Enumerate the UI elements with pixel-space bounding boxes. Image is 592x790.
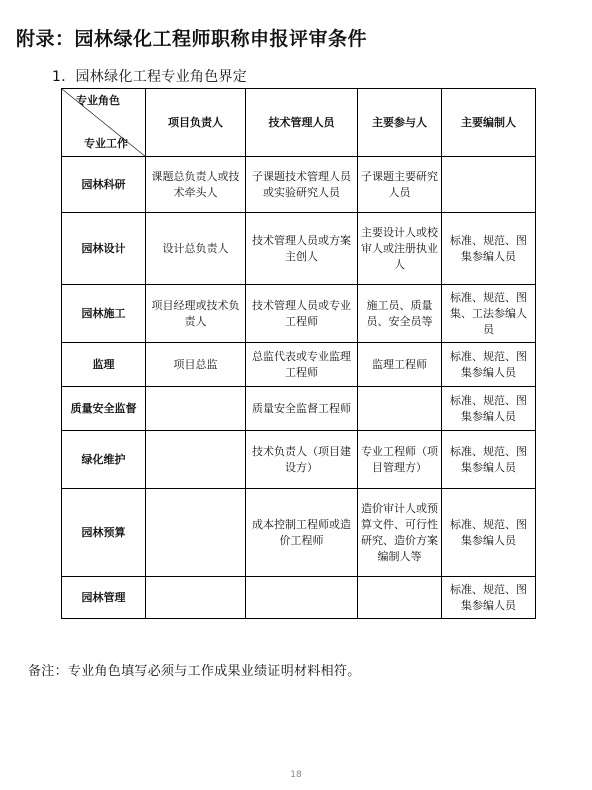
- footnote: 备注：专业角色填写必须与工作成果业绩证明材料相符。: [28, 664, 361, 679]
- column-header: 项目负责人: [146, 89, 246, 157]
- table-header-row: [62, 89, 536, 157]
- table-row: [62, 577, 536, 619]
- table-cell: 专业工程师（项目管理方）: [358, 431, 442, 489]
- row-header: 园林预算: [62, 489, 146, 577]
- table-cell: [442, 157, 536, 213]
- section-heading: 1．园林绿化工程专业角色界定: [52, 69, 248, 85]
- table-cell: 标准、规范、图集参编人员: [442, 343, 536, 387]
- table-cell: 技术负责人（项目建设方）: [246, 431, 358, 489]
- table-cell: 质量安全监督工程师: [246, 387, 358, 431]
- row-header: 监理: [62, 343, 146, 387]
- table-row: [62, 387, 536, 431]
- table-cell: [146, 577, 246, 619]
- row-header: 园林施工: [62, 285, 146, 343]
- column-header: 主要编制人: [442, 89, 536, 157]
- table-row: [62, 343, 536, 387]
- row-header: 质量安全监督: [62, 387, 146, 431]
- role-definition-table: [61, 88, 536, 619]
- table-cell: [358, 387, 442, 431]
- column-header: 技术管理人员: [246, 89, 358, 157]
- table-cell: 技术管理人员或专业工程师: [246, 285, 358, 343]
- table-cell: [246, 577, 358, 619]
- table-cell: [146, 387, 246, 431]
- page-title: 附录：园林绿化工程师职称申报评审条件: [16, 28, 368, 50]
- table-cell: 成本控制工程师或造价工程师: [246, 489, 358, 577]
- table-cell: 子课题主要研究人员: [358, 157, 442, 213]
- table-cell: 子课题技术管理人员或实验研究人员: [246, 157, 358, 213]
- row-header: 园林设计: [62, 213, 146, 285]
- column-header: 主要参与人: [358, 89, 442, 157]
- table-cell: 造价审计人或预算文件、可行性研究、造价方案编制人等: [358, 489, 442, 577]
- table-cell: 技术管理人员或方案主创人: [246, 213, 358, 285]
- table-cell: 总监代表或专业监理工程师: [246, 343, 358, 387]
- table-cell: 标准、规范、图集参编人员: [442, 387, 536, 431]
- table-cell: [146, 431, 246, 489]
- table-row: [62, 285, 536, 343]
- table-cell: [358, 577, 442, 619]
- table-cell: 标准、规范、图集参编人员: [442, 431, 536, 489]
- table-cell: 设计总负责人: [146, 213, 246, 285]
- table-corner-cell: [62, 89, 146, 157]
- table-cell: 项目总监: [146, 343, 246, 387]
- table-cell: 标准、规范、图集参编人员: [442, 489, 536, 577]
- corner-label-role: 专业角色: [76, 94, 120, 107]
- table-cell: 标准、规范、图集参编人员: [442, 213, 536, 285]
- table-cell: 项目经理或技术负责人: [146, 285, 246, 343]
- table-cell: 标准、规范、图集、工法参编人员: [442, 285, 536, 343]
- table-cell: 课题总负责人或技术牵头人: [146, 157, 246, 213]
- table-cell: 监理工程师: [358, 343, 442, 387]
- table-cell: 标准、规范、图集参编人员: [442, 577, 536, 619]
- row-header: 园林管理: [62, 577, 146, 619]
- table-row: [62, 431, 536, 489]
- table-row: [62, 489, 536, 577]
- page-number: 18: [290, 770, 302, 780]
- table-cell: 施工员、质量员、安全员等: [358, 285, 442, 343]
- table-row: [62, 213, 536, 285]
- corner-label-work: 专业工作: [84, 137, 128, 150]
- table-row: [62, 157, 536, 213]
- table-cell: [146, 489, 246, 577]
- row-header: 园林科研: [62, 157, 146, 213]
- row-header: 绿化维护: [62, 431, 146, 489]
- table-cell: 主要设计人或校审人或注册执业人: [358, 213, 442, 285]
